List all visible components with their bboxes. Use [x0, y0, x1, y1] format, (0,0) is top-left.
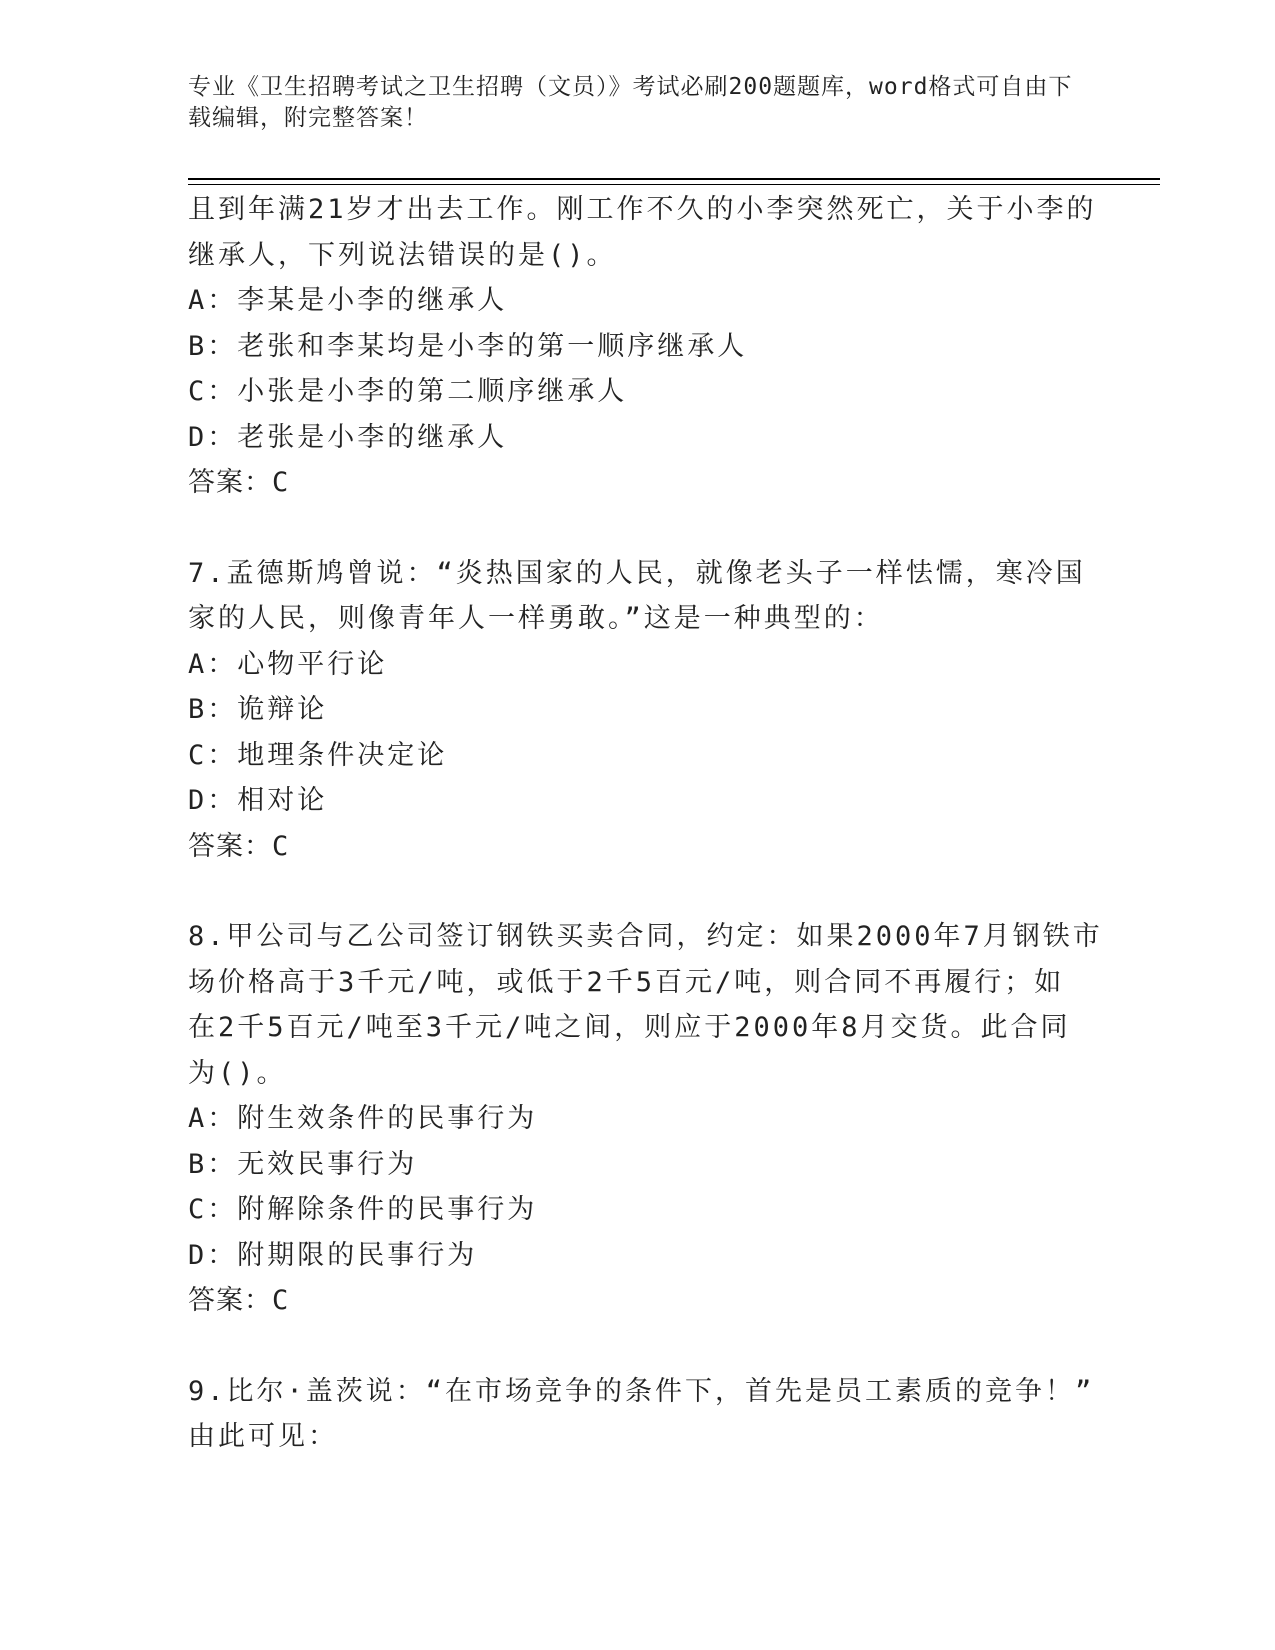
header-divider-thin: [188, 184, 1160, 185]
question-list: [188, 187, 1103, 1505]
option-c: C：附解除条件的民事行为: [188, 1194, 538, 1225]
option-a: A：李某是小李的继承人: [188, 285, 508, 316]
header-divider-thick: [188, 178, 1160, 180]
option-c: C：地理条件决定论: [188, 739, 448, 771]
answer-line: 答案：C: [188, 1285, 290, 1316]
answer-line: 答案：C: [188, 830, 290, 862]
option-d: D：老张是小李的继承人: [188, 421, 508, 453]
question-stem-line: 继承人，下列说法错误的是()。: [188, 239, 617, 271]
question-block: [188, 914, 1103, 1324]
option-a: A：附生效条件的民事行为: [188, 1103, 538, 1134]
question-block: [188, 1369, 1095, 1460]
option-d: D：相对论: [188, 785, 328, 816]
question-stem-line: 为()。: [188, 1057, 287, 1089]
question-block: [188, 551, 1088, 870]
question-stem-line: 在2千5百元/吨至3千元/吨之间，则应于2000年8月交货。此合同: [188, 1012, 1071, 1043]
document-header: 专业《卫生招聘考试之卫生招聘（文员）》考试必刷200题题库，word格式可自由下载编辑，附完整答案！: [188, 74, 1073, 131]
question-stem-line: 场价格高于3千元/吨，或低于2千5百元/吨，则合同不再履行；如: [188, 966, 1065, 998]
option-d: D：附期限的民事行为: [188, 1239, 478, 1271]
question-stem-line: 且到年满21岁才出去工作。刚工作不久的小李突然死亡，关于小李的: [188, 194, 1097, 225]
question-stem-line: 9.比尔·盖茨说：“在市场竞争的条件下，首先是员工素质的竞争！”: [188, 1375, 1095, 1407]
answer-line: 答案：C: [188, 467, 290, 498]
question-stem-line: 由此可见：: [188, 1421, 338, 1452]
option-a: A：心物平行论: [188, 648, 388, 680]
option-b: B：诡辩论: [188, 694, 328, 725]
option-b: B：老张和李某均是小李的第一顺序继承人: [188, 330, 748, 362]
option-b: B：无效民事行为: [188, 1148, 418, 1180]
question-stem-line: 7.孟德斯鸠曾说：“炎热国家的人民，就像老头子一样怯懦，寒冷国: [188, 557, 1086, 589]
question-stem-line: 8.甲公司与乙公司签订钢铁买卖合同，约定：如果2000年7月钢铁市: [188, 921, 1103, 952]
option-c: C：小张是小李的第二顺序继承人: [188, 376, 628, 407]
question-stem-line: 家的人民，则像青年人一样勇敢。”这是一种典型的：: [188, 603, 884, 634]
question-block: [188, 187, 1097, 506]
